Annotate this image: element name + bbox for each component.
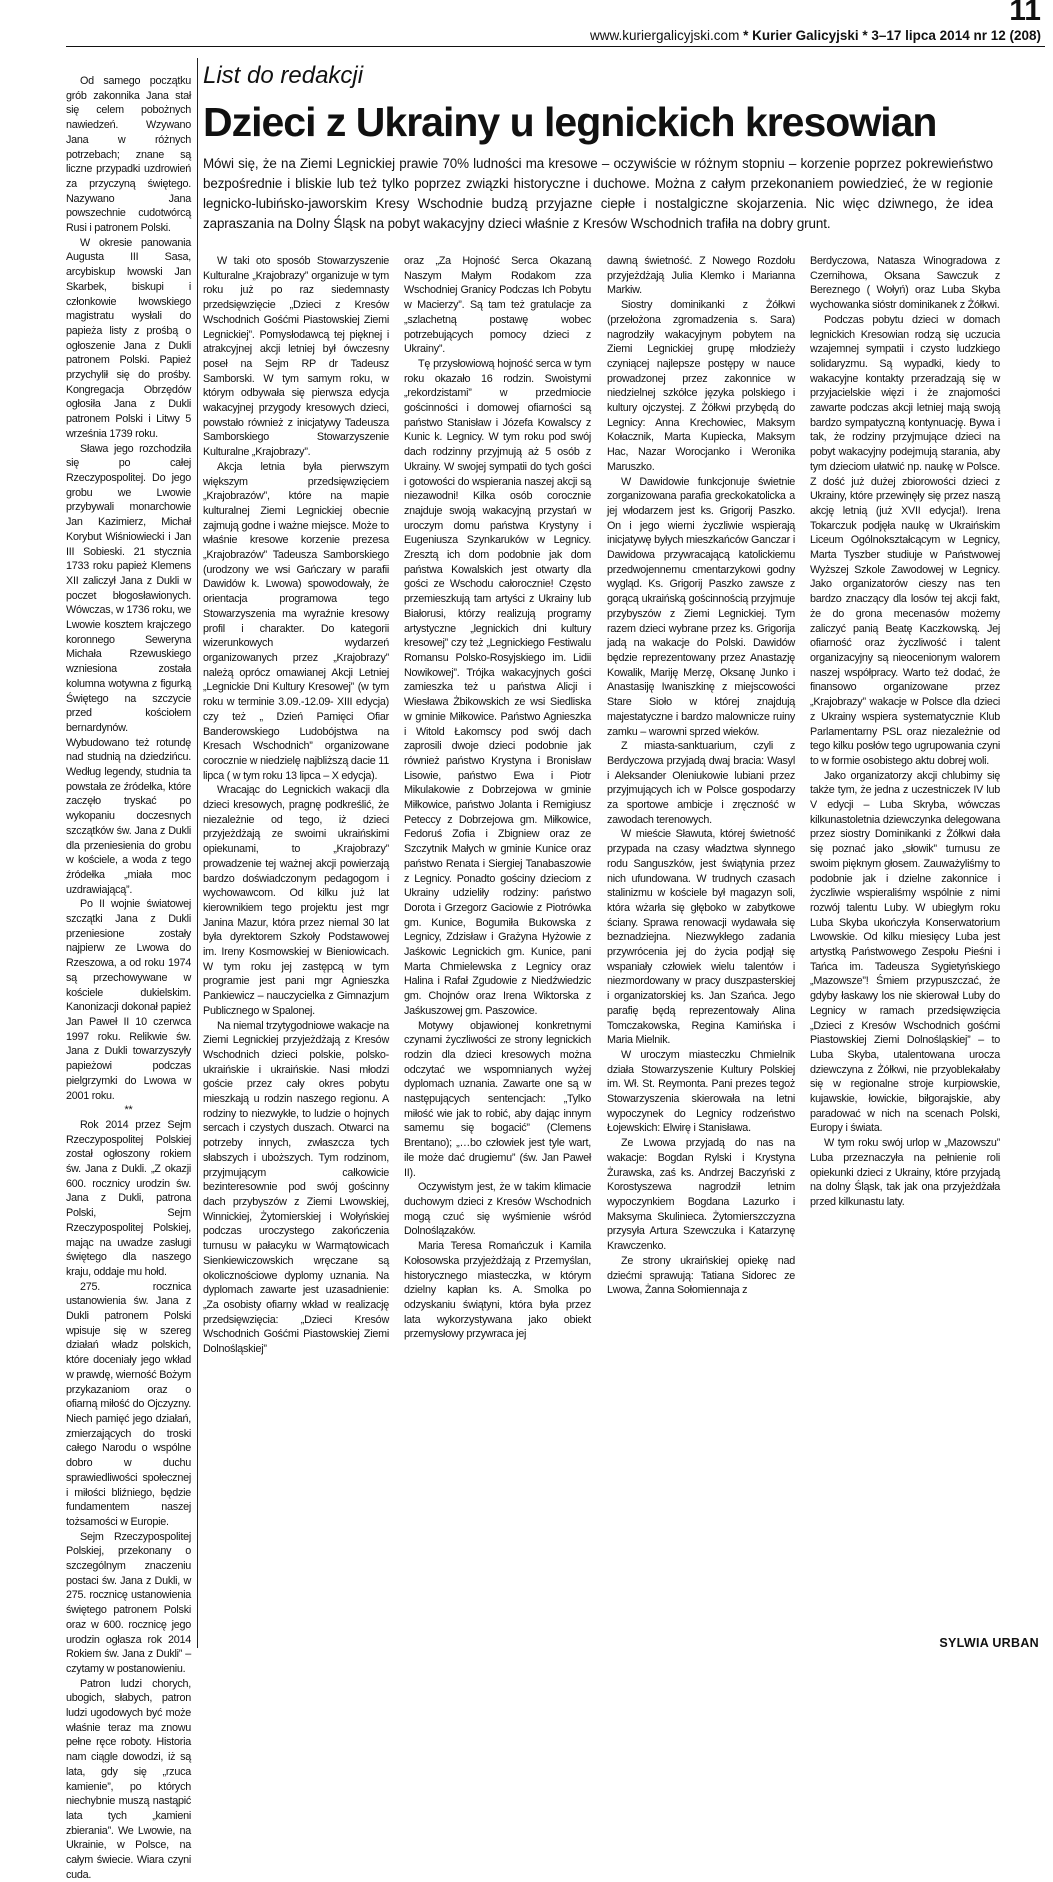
paragraph: Wracając do Legnickich wakacji dla dzieci kresowych, pragnę podkreślić, że niezależnie od tego, iż dzieci przyjeżdżają ze swoimi ukraińskimi opiekunami, to „Krajobrazy” prowadzenie tej ważnej akcji powierzają bardzo doświadczonym pedagogom i wychowawcom. Od kilku już lat kierownikiem tego projektu jest mgr Janina Mazur, która przez niemal 30 lat była dyrektorem Szkoły Podstawowej im. Ireny Kosmowskiej w Bieniowicach. W tym roku jej zastępcą w tym programie jest pani mgr Agnieszka Pankiewicz – nauczycielka z Gimnazjum Publicznego w Spalonej. <box>203 784 389 1017</box>
section-rubric: List do redakcji <box>203 62 364 89</box>
paragraph: Jako organizatorzy akcji chlubimy się także tym, że jedna z uczestniczek IV lub V edycji – Luba Skryba, wówczas kilkunastoletnia dziewczynka delegowana przez siostry Dominikanki z Żółkwi dała się poznać jako „słowik” turnusu ze swoim pięknym głosem. Zauważyliśmy to podobnie jak i dzielne zakonnice i życzliwie wspieraliśmy wspólnie z nimi rozwój talentu Luby. W ubiegłym roku Luba Skyba ukończyła Konserwatorium Lwowskie. Od kilku miesięcy Luba jest artystką Państwowego Zespołu Pieśni i Tańca im. Tadeusza Sygietyńskiego „Mazowsze”! Śmiem przypuszczać, że gdyby łaskawy los nie skierował Luby do Legnicy w ramach przedsięwzięcia „Dzieci z Kresów Wschodnich gośćmi Piastowskiej Ziemi Dolnośląskiej” – to Luba Skyba, utalentowana urocza dziewczyna z Żółkwi, nie przyoblekałaby się w regionalne stroje kurpiowskie, kujawskie, łowickie, biłgorajskie, aby paradować w nich na scenach Polski, Europy i świata. <box>810 769 1000 1135</box>
paragraph: Z miasta-sanktuarium, czyli z Berdyczowa przyjadą dwaj bracia: Wasyl i Aleksander Oleniukowie lubiani przez przyjmujących ich w Polsce gospodarzy za sportowe ambicje i zręczność w zawodach terenowych. <box>607 740 795 826</box>
article-headline: Dzieci z Ukrainy u legnickich kresowian <box>203 99 937 145</box>
paragraph: Po II wojnie światowej szczątki Jana z Dukli przeniesione zostały najpierw ze Lwowa do Rzeszowa, a od roku 1974 są przechowywane w kościele dukielskim. Kanonizacji dokonał papież Jan Paweł II 10 czerwca 1997 roku. Relikwie św. Jana z Dukli towarzyszyły papieżowi podczas pielgrzymki do Lwowa w 2001 roku. <box>66 898 191 1102</box>
website-link[interactable]: www.kuriergalicyjski.com <box>590 28 740 43</box>
paragraph: Tę przysłowiową hojność serca w tym roku okazało 16 rodzin. Swoistymi „rekordzistami” w przedmiocie gościnności i domowej ofiarności są państwo Stanisław i Józefa Kowalscy z Kunic k. Legnicy. W tym roku pod swój dach rodzinny przyjmują aż 5 osób z Ukrainy. W swojej sympatii do tych gości i gotowości do wspierania naszej akcji są niezawodni! Kilka osób corocznie znajduje swoją wakacyjną przystań w uroczym domu państwa Krystyny i Eugeniusza Szynkaruków w Legnicy. Zresztą ich dom podobnie jak dom państwa Kowalskich jest otwarty dla gości ze Wschodu całorocznie! Często przemieszkują tam artyści z Ukrainy lub Białorusi, którzy realizują programy artystyczne „legnickich dni kultury kresowej” czy też „Legnickiego Festiwalu Romansu Polsko-Rosyjskiego im. Lidii Nowikowej”. Trójka wakacyjnych gości zamieszka też u państwa Alicji i Wiesława Żbikowskich ze wsi Siedliska w gminie Miłkowice. Państwo Agnieszka i Witold Łakomscy pod swój dach zaprosili dwoje dzieci podobnie jak również państwo Krystyna i Bronisław Lisowie, państwo Ewa i Piotr Mikulakowie z Dobrzejowa w gminie Miłkowice, państwo Jolanta i Remigiusz Peteccy z Dobrzejowa gm. Miłkowice, Fedoruś Zofia i Zbigniew oraz ze Szczytnik Małych w gminie Kunice oraz państwo Renata i Siergiej Tanabaszowie z Legnicy. Ponadto gościny dzieciom z Ukrainy udzieliły rodziny: państwo Dorota i Grzegorz Gaciowie z Piotrówka gm. Kunice, Bogumiła Bukowska z Legnicy, Zdzisław i Grażyna Hyżowie z Jaśkowic Legnickich gm. Kunice, pani Marta Chmielewska z Legnicy oraz Halina i Rafał Zgudowie z Niedźwiedzic gm. Chojnów oraz Irena Wiktorska z Jaśkuszowej gm. Paszowice. <box>404 357 591 1017</box>
paragraph: Patron ludzi chorych, ubogich, słabych, patron ludzi ugodowych być może właśnie teraz ma znowu pełne ręce roboty. Historia nam ciągle dowodzi, iż są lata, gdy się „rzuca kamienie”, po których niechybnie muszą nastąpić lata tych „kamieni zbierania”. We Lwowie, na Ukrainie, w Polsce, na całym świecie. Wiara czyni cuda. <box>66 1677 191 1881</box>
paragraph: W Dawidowie funkcjonuje świetnie zorganizowana parafia greckokatolicka a jej włodarzem jest ks. Grigorij Paszko. On i jego wierni życzliwie wspierają inicjatywę byłych mieszkańców Ganczar i Dawidowa przywracającą katolickiemu przedwojennemu cmentarzykowi godny wygląd. Ks. Grigorij Paszko zawsze z gorącą ukraińską gościnnością przyjmuje przybyszów z Ziemi Legnickiej. Tym razem dzieci wybrane przez ks. Grigorija jadą na wakacje do Polski. Dawidów będzie reprezentowany przez Anastazję Kowalik, Mariję Merzę, Oksanę Junko i Anastasiję Iwaniszkinę z miejscowości Stare Sioło w której znajdują majestatyczne i bardzo malownicze ruiny zamku – warowni sprzed wieków. <box>607 475 795 738</box>
paragraph: Maria Teresa Romańczuk i Kamila Kołosowska przyjeżdżają z Przemyślan, historycznego miasteczka, w którym dzielny kapłan ks. A. Smolka po odzyskaniu świątyni, która była przez lata wykorzystywana jako obiekt przemysłowy przywraca jej <box>404 1240 591 1341</box>
paragraph: Na niemal trzytygodniowe wakacje na Ziemi Legnickiej przyjeżdżają z Kresów Wschodnich dzieci polskie, polsko-ukraińskie i ukraińskie. Nasi młodzi goście przez cały okres pobytu mieszkają u rodzin naszego regionu. A rodziny to niezwykłe, to ludzie o hojnych sercach i czystych duszach. Otwarci na potrzeby innych, zwłaszcza tych słabszych i uboższych. Tym rodzinom, przyjmującym całkowicie bezinteresownie pod swój gościnny dach przybyszów z Ziemi Lwowskiej, Winnickiej, Żytomierskiej i Wołyńskiej podczas uroczystego zakończenia turnusu w pałacyku w Warmątowicach Sienkiewiczowskich wręczane są okolicznościowe dyplomy uznania. Na dyplomach zawarte jest uzasadnienie: „Za osobisty ofiarny wkład w realizację przedsięwzięcia: „Dzieci Kresów Wschodnich Gośćmi Piastowskiej Ziemi Dolnośląskiej” <box>203 1019 389 1356</box>
paragraph: ** <box>124 1104 133 1117</box>
paragraph: W taki oto sposób Stowarzyszenie Kulturalne „Krajobrazy” organizuje w tym roku już po raz siedemnasty przedsięwzięcie „Dzieci z Kresów Wschodnich Gośćmi Piastowskiej Ziemi Legnickiej”. Pomysłodawcą tej pięknej i atrakcyjnej akcji letniej był ówczesny poseł na Sejm RP dr Tadeusz Samborski. W tym samym roku, w którym odbywała się pierwsza edycja wakacyjnej przygody kresowych dzieci, powstało również z inicjatywy Tadeusza Samborskiego Stowarzyszenie Kulturalne „Krajobrazy”. <box>203 255 389 459</box>
paragraph: Motywy objawionej konkretnymi czynami życzliwości ze strony legnickich rodzin dla dzieci kresowych można odczytać we wspomnianych wyżej dyplomach uznania. Zawarte one są w następujących sentencjach: „Tylko miłość wie jak to robić, aby dając innym samemu się bogacić” (Clemens Brentano); „…bo człowiek jest tyle wart, ile może dać drugiemu” (św. Jan Paweł II). <box>404 1019 591 1179</box>
column-divider <box>197 58 198 1648</box>
paragraph: W mieście Sławuta, której świetność przypada na czasy władztwa słynnego rodu Sanguszków, jest świątynia przez nich ufundowana. W trudnych czasach stalinizmu w kościele był magazyn soli, która wżarła się głęboko w zabytkowe ściany. Sprawa renowacji wydawała się beznadziejna. Niezwykłego zadania przywrócenia jej do życia podjął się wspaniały człowiek wielu talentów i niezmordowany w pracy duszpasterskiej i organizatorskiej ks. Jan Szańca. Jego parafię będą reprezentowały Alina Tomczakowska, Regina Kamińska i Maria Mielnik. <box>607 828 795 1047</box>
paragraph: Sejm Rzeczypospolitej Polskiej, przekonany o szczególnym znaczeniu postaci św. Jana z Dukli, w 275. rocznicę ustanowienia świętego patronem Polski oraz w 600. rocznicę jego urodzin ogłasza rok 2014 Rokiem św. Jana z Dukli” – czytamy w postanowieniu. <box>66 1530 191 1675</box>
paragraph: Ze Lwowa przyjadą do nas na wakacje: Bogdan Rylski i Krystyna Żurawska, zaś ks. Andrzej Baczyński z Korostyszewa nagrodził letnim wypoczynkiem Bogdana Lazurko i Maksyma Skulinieca. Żytomierszczyzna przysyła Artura Szewczuka i Katarzynę Krawczenko. <box>607 1137 795 1253</box>
paragraph: Akcja letnia była pierwszym większym przedsięwzięciem „Krajobrazów”, które na mapie kulturalnej Ziemi Legnickiej obecnie zajmują godne i ważne miejsce. Może to właśnie kresowe korzenie prezesa „Krajobrazów” Tadeusza Samborskiego (urodzony we wsi Gańczary w parafii Dawidów k. Lwowa) spowodowały, że orientacja programowa tego Stowarzyszenia ma wyraźnie kresowy profil i charakter. Do kategorii wizerunkowych wydarzeń organizowanych przez „Krajobrazy” należą oprócz omawianej Akcji Letniej „Legnickie Dni Kultury Kresowej” (w tym roku w terminie 3.09.-12.09- XIII edycja) czy też „ Dzień Pamięci Ofiar Banderowskiego Ludobójstwa na Kresach Wschodnich” organizowane corocznie w niedzielę najbliższą dacie 11 lipca ( w tym roku 13 lipca – X edycja). <box>203 460 389 782</box>
left-column-article <box>66 74 191 1881</box>
paragraph: Podczas pobytu dzieci w domach legnickich Kresowian rodzą się uczucia wzajemnej sympatii i czysto ludzkiego solidaryzmu. Są wypadki, kiedy to wakacyjne kontakty przeradzają się w przyjacielskie więzi i że znajomości zawarte podczas akcji letniej mają swoją bardzo sympatyczną kontynuację. Bywa i tak, że rodziny przyjmujące dzieci na pobyt wakacyjny podejmują starania, aby tym dzieciom ułatwić np. naukę w Polsce. Z dość już dużej zbiorowości dzieci z Ukrainy, które przewinęły się przez naszą akcję letnią (już XVII edycja!). Irena Tokarczuk podjęła naukę w Ukraińskim Liceum Ogólnokształcącym w Legnicy, Marta Tyszber studiuje w Państwowej Wyższej Szkole Zawodowej w Legnicy. Jako organizatorów cieszy nas ten bardzo znaczący dla losów tej akcji fakt, że do grona mecenasów możemy zaliczyć panią Beatę Kaczkowską. Jej ofiarność oraz życzliwość i talent organizacyjny są nieocenionym walorem naszej współpracy. Warto też dodać, że finansowo organizowane przez „Krajobrazy” wakacje w Polsce dla dzieci z Ukrainy wspiera systematycznie Klub Parlamentarny PSL oraz niezależnie od tego kilku posłów tego ugrupowania czyni to w formie osobistego aktu dobrej woli. <box>810 313 1000 767</box>
page-header <box>0 0 1045 44</box>
paragraph: Sława jego rozchodziła się po całej Rzeczypospolitej. Do jego grobu we Lwowie przybywali monarchowie Jan Kazimierz, Michał Korybut Wiśniowiecki i Jan III Sobieski. 21 stycznia 1733 roku papież Klemens XII zaliczył Jana z Dukli w poczet błogosławionych. Wówczas, w 1736 roku, we Lwowie kosztem krajczego koronnego Seweryna Michała Rzewuskiego wzniesiona została kolumna wotywna z figurką Świętego na szczycie przed kościołem bernardynów. Wybudowano też rotundę nad studnią na dziedzińcu. Według legendy, studnia ta powstała ze źródełka, które zaczęło tryskać po wykopaniu doczesnych szczątków św. Jana z Dukli dla przeniesienia do grobu w kościele, a woda z tego źródełka „miała moc uzdrawiającą”. <box>66 442 191 896</box>
article-author: SYLWIA URBAN <box>939 1636 1039 1650</box>
page-number: 11 <box>1009 0 1041 27</box>
paragraph: Ze strony ukraińskiej opiekę nad dziećmi sprawują: Tatiana Sidorec ze Lwowa, Żanna Sołomiennaja z <box>607 1254 795 1297</box>
article-column-3 <box>607 254 795 1650</box>
header-rule <box>66 46 1045 47</box>
publication-line <box>590 28 1041 43</box>
article-column-4 <box>810 254 1000 1634</box>
paragraph: Siostry dominikanki z Żółkwi (przełożona zgromadzenia s. Sara) nagrodziły wakacyjnym pobytem na Ziemi Legnickiej grupę młodzieży czyniącej najlepsze postępy w nauce prowadzonej przez zakonnice w niedzielnej szkółce języka polskiego i kultury ojczystej. Z Żółkwi przybędą do Legnicy: Anna Krechowiec, Maksym Kołacznik, Marta Kupiecka, Maksym Hac, Nazar Worocjanko i Weronika Maruszko. <box>607 299 795 473</box>
paragraph: W uroczym miasteczku Chmielnik działa Stowarzyszenie Kultury Polskiej im. Wł. St. Reymonta. Pani prezes tegoż Stowarzyszenia skierowała na letni wypoczynek do Legnicy rodzeństwo Łojewskich: Elwirę i Stanisława. <box>607 1048 795 1135</box>
paragraph: Oczywistym jest, że w takim klimacie duchowym dzieci z Kresów Wschodnich mogą czuć się wyśmienie wśród Dolnoślązaków. <box>404 1181 591 1238</box>
paragraph: Berdyczowa, Natasza Winogradowa z Czernihowa, Oksana Sawczuk z Bereznego ( Wołyń) oraz Luba Skyba wychowanka sióstr dominikanek z Żółkwi. <box>810 255 1000 312</box>
paragraph: oraz „Za Hojność Serca Okazaną Naszym Małym Rodakom zza Wschodniej Granicy Podczas Ich Pobytu w Macierzy”. Są tam też gratulacje za „szlachetną postawę wobec potrzebujących pomocy dzieci z Ukrainy”. <box>404 255 591 356</box>
paragraph: W tym roku swój urlop w „Mazowszu” Luba przeznaczyła na pełnienie roli opiekunki dzieci z Ukrainy, które przyjadą na dolny Śląsk, tak jak ona przyjeżdżała przed kilkunastu laty. <box>810 1137 1000 1208</box>
issue-info: * Kurier Galicyjski * 3–17 lipca 2014 nr 12 (208) <box>739 28 1041 43</box>
paragraph: W okresie panowania Augusta III Sasa, arcybiskup lwowski Jan Skarbek, biskupi i członkowie lwowskiego magistratu wysłali do papieża listy z prośbą o ogłoszenie Jana z Dukli patronem Polski. Papież przychylił się do prośby. Kongregacja Obrzędów ogłosiła Jana z Dukli patronem Polski i Litwy 5 września 1739 roku. <box>66 236 191 440</box>
paragraph: 275. rocznica ustanowienia św. Jana z Dukli patronem Polski wpisuje się w szereg działań władz polskich, które doceniały jego wkład w prawdę, wierność Bożym przykazaniom oraz o ofiarną miłość do Ojczyzny. Niech pamięć jego działań, zmierzających do troski całego Narodu o wspólne dobro w duchu sprawiedliwości społecznej i miłości bliźniego, będzie fundamentem naszej tożsamości w Europie. <box>66 1280 191 1528</box>
paragraph: dawną świetność. Z Nowego Rozdołu przyjeżdżają Julia Klemko i Marianna Markiw. <box>607 255 795 297</box>
article-column-2 <box>404 254 591 1650</box>
paragraph: Od samego początku grób zakonnika Jana stał się celem pobożnych nawiedzeń. Wzywano Jana w różnych potrzebach; znane są liczne przypadki uzdrowień za przyczyną świętego. Nazywano Jana powszechnie cudotwórcą Rusi i patronem Polski. <box>66 75 191 235</box>
article-column-1 <box>203 254 389 1650</box>
article-lead: Mówi się, że na Ziemi Legnickiej prawie 70% ludności ma kresowe – oczywiście w różnym stopniu – korzenie poprzez pokrewieństwo bezpośrednie i bliskie lub też tylko poprzez związki historyczne i duchowe. Można z całym przekonaniem powiedzieć, że w regionie legnicko-lubińsko-jaworskim Kresy Wschodnie budzą przyjazne ciepłe i nostalgiczne skojarzenia. Nic więc dziwnego, że idea zapraszania na Dolny Śląsk na pobyt wakacyjny dzieci właśnie z Kresów Wschodnich trafiła na dobry grunt. <box>203 156 993 231</box>
paragraph: Rok 2014 przez Sejm Rzeczypospolitej Polskiej został ogłoszony rokiem św. Jana z Dukli. „Z okazji 600. rocznicy urodzin św. Jana z Dukli, patrona Polski, Sejm Rzeczypospolitej Polskiej, mając na uwadze zasługi świętego dla naszego kraju, oddaje mu hołd. <box>66 1118 191 1278</box>
